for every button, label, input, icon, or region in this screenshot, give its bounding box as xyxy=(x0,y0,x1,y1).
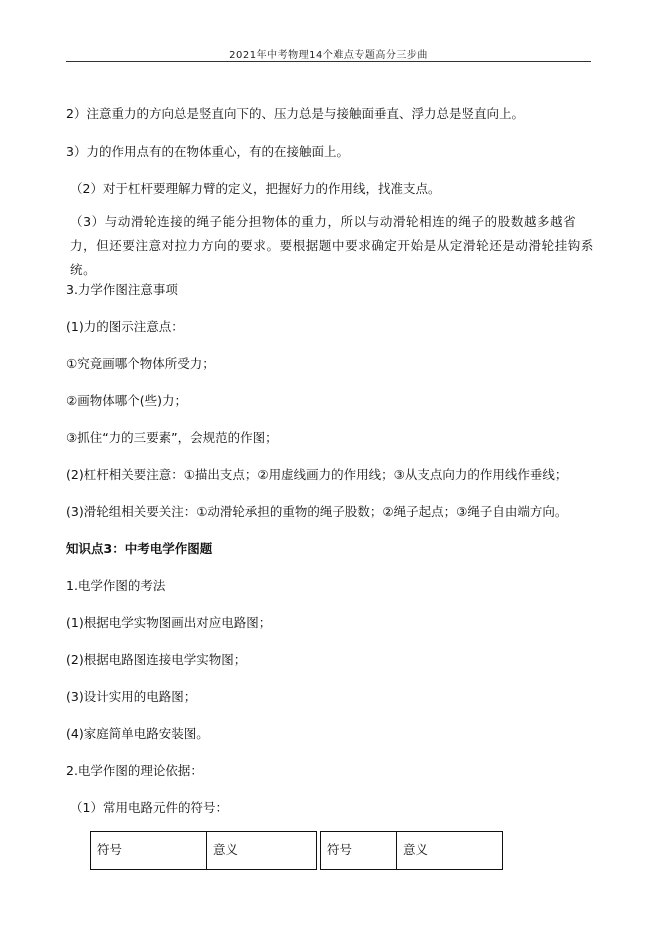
list-item-exam-4: (4)家庭简单电路安装图。 xyxy=(66,726,209,741)
list-item-which-object: ①究竟画哪个物体所受力； xyxy=(66,356,215,371)
table-header-symbol: 符号 xyxy=(321,832,397,870)
subsection-lever: (2)杠杆相关要注意：①描出支点；②用虚线画力的作用线；③从支点向力的作用线作垂线； xyxy=(66,467,568,482)
section-title-theory-basis: 2.电学作图的理论依据： xyxy=(66,763,203,778)
symbols-table xyxy=(90,831,503,870)
list-item-exam-2: (2)根据电路图连接电学实物图； xyxy=(66,652,247,667)
list-item-exam-1: (1)根据电学实物图画出对应电路图； xyxy=(66,615,272,630)
table-header-symbol: 符号 xyxy=(91,832,207,870)
text-line-lever: （2）对于杠杆要理解力臂的定义，把握好力的作用线，找准支点。 xyxy=(70,181,441,196)
table-header-meaning: 意义 xyxy=(397,832,503,870)
table-row xyxy=(91,832,503,870)
section-title-exam-methods: 1.电学作图的考法 xyxy=(66,578,166,593)
subsection-pulley-block: (3)滑轮组相关要关注：①动滑轮承担的重物的绳子股数；②绳子起点；③绳子自由端方向。 xyxy=(66,504,568,519)
knowledge-point-heading: 知识点3：中考电学作图题 xyxy=(66,541,213,556)
section-title-mechanics-drawing: 3.力学作图注意事项 xyxy=(66,282,178,297)
subsection-force-diagram: (1)力的图示注意点： xyxy=(66,319,184,334)
list-item-exam-3: (3)设计实用的电路图； xyxy=(66,689,197,704)
paragraph-pulley: （3）与动滑轮连接的绳子能分担物体的重力，所以与动滑轮相连的绳子的股数越多越省力，但还要注意对拉力方向的要求。要根据题中要求确定开始是从定滑轮还是动滑轮挂钩系统。 xyxy=(70,214,595,277)
text-line-force-point: 3）力的作用点有的在物体重心，有的在接触面上。 xyxy=(66,144,349,159)
page-header: 2021年中考物理14个难点专题高分三步曲 xyxy=(229,50,428,61)
subsection-component-symbols: （1）常用电路元件的符号： xyxy=(70,800,228,815)
header-divider xyxy=(66,61,591,62)
list-item-which-forces: ②画物体哪个(些)力； xyxy=(66,393,187,408)
table-header-meaning: 意义 xyxy=(207,832,317,870)
text-line-gravity-direction: 2）注意重力的方向总是竖直向下的、压力总是与接触面垂直、浮力总是竖直向上。 xyxy=(66,106,524,121)
list-item-three-elements: ③抓住“力的三要素”，会规范的作图； xyxy=(66,430,278,445)
